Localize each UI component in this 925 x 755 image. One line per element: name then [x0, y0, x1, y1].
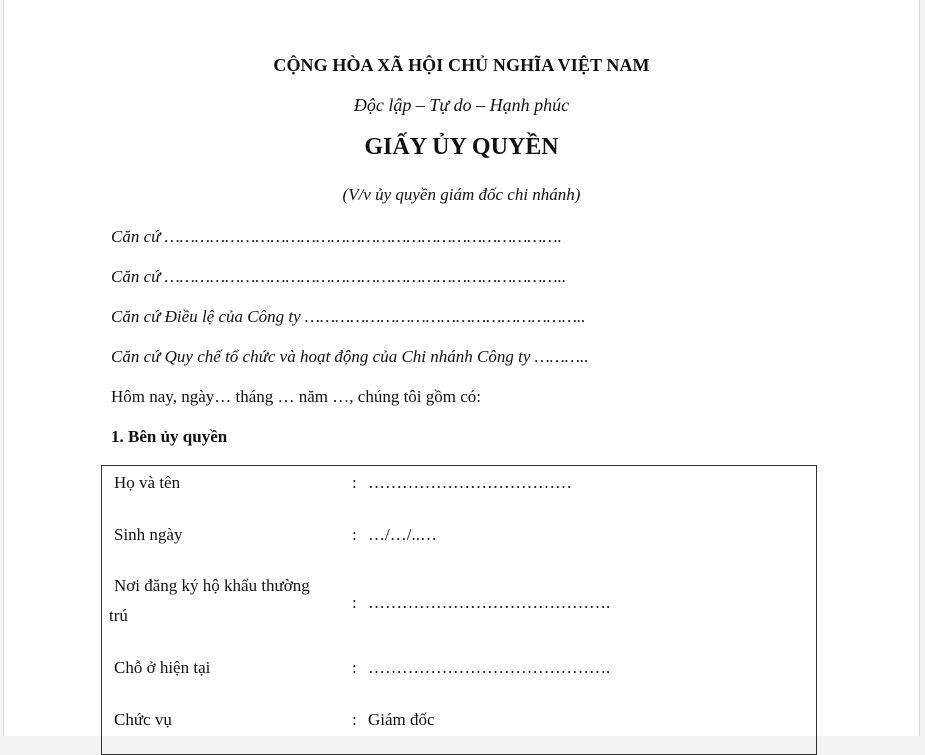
national-title: CỘNG HÒA XÃ HỘI CHỦ NGHĨA VIỆT NAM — [273, 55, 650, 75]
label-permanent-residence: Nơi đăng ký hộ khẩu thường — [114, 576, 310, 595]
intro-line: Hôm nay, ngày… tháng … năm …, chúng tôi gồm có: — [111, 387, 482, 406]
colon-separator: : — [352, 593, 357, 612]
legal-basis-regulation: Căn cứ Quy chế tổ chức và hoạt động của Chi nhánh Công ty ……….. — [111, 347, 589, 366]
document-title: GIẤY ỦY QUYỀN — [364, 134, 559, 160]
colon-separator: : — [352, 658, 357, 677]
value-current-address: ……………………………………. — [368, 658, 611, 677]
national-motto: Độc lập – Tự do – Hạnh phúc — [353, 95, 570, 115]
document-subtitle: (V/v ủy quyền giám đốc chi nhánh) — [342, 185, 581, 204]
label-position: Chức vụ — [114, 710, 172, 729]
section-heading-grantor: 1. Bên ủy quyền — [111, 427, 228, 446]
value-permanent-residence: ……………………………………. — [368, 593, 611, 612]
label-current-address: Chỗ ở hiện tại — [114, 658, 211, 677]
legal-basis-line: Căn cứ …………………………………………………………………….. — [111, 267, 567, 286]
legal-basis-charter: Căn cứ Điều lệ của Công ty ……………………………………………….. — [111, 307, 586, 326]
value-date-of-birth: …/…/..… — [368, 525, 437, 544]
grantor-info-table — [101, 465, 817, 755]
label-permanent-residence-cont: trú — [109, 606, 128, 625]
document-page — [3, 0, 920, 736]
value-position: Giám đốc — [368, 710, 435, 729]
label-date-of-birth: Sinh ngày — [114, 525, 183, 544]
colon-separator: : — [352, 525, 357, 544]
colon-separator: : — [352, 710, 357, 729]
colon-separator: : — [352, 473, 357, 492]
value-full-name: ……………………………… — [368, 473, 572, 492]
legal-basis-line: Căn cứ ……………………………………………………………………. — [111, 227, 562, 246]
label-full-name: Họ và tên — [114, 473, 181, 492]
